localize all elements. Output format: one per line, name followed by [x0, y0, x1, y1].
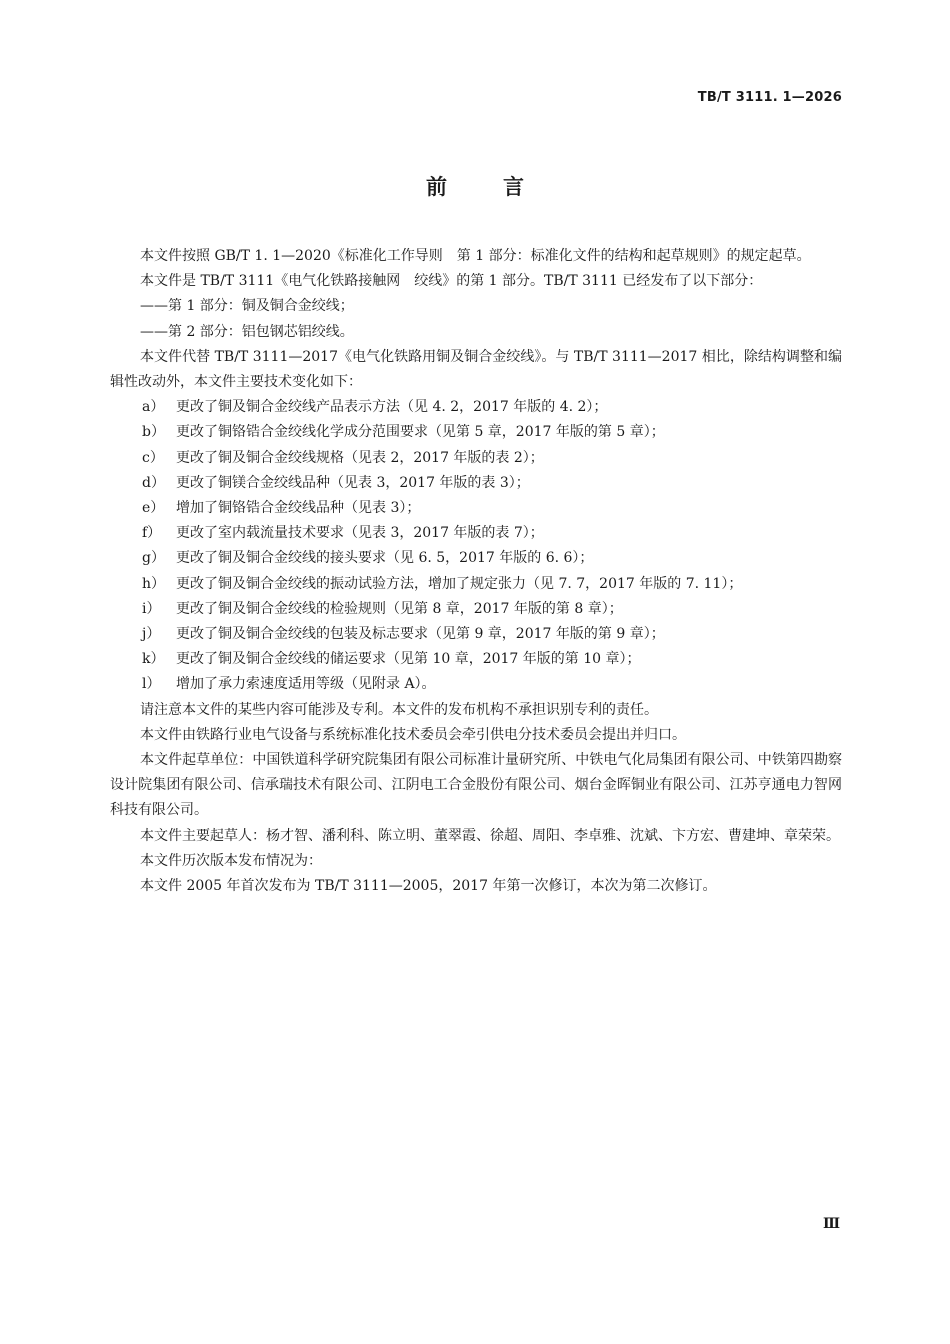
change-item-mark: j） — [142, 626, 161, 643]
change-item-text: 更改了铜及铜合金绞线的振动试验方法，增加了规定张力（见 7. 7，2017 年版的 7. 11）； — [176, 575, 743, 592]
change-item-text: 更改了铜及铜合金绞线的检验规则（见第 8 章，2017 年版的第 8 章）； — [176, 600, 623, 617]
paragraph-patent-notice: 请注意本文件的某些内容可能涉及专利。本文件的发布机构不承担识别专利的责任。 — [140, 701, 658, 718]
change-item-text: 更改了铜镁合金绞线品种（见表 3，2017 年版的表 3）； — [176, 474, 530, 491]
change-item-text: 更改了室内载流量技术要求（见表 3，2017 年版的表 7）； — [176, 525, 544, 542]
change-item-mark: a） — [142, 399, 165, 416]
change-item — [110, 597, 842, 622]
change-item — [110, 572, 842, 597]
change-item-mark: h） — [142, 575, 166, 592]
change-item — [110, 496, 842, 521]
change-item — [110, 622, 842, 647]
change-item-mark: l） — [142, 676, 161, 693]
paragraph-replacement: 本文件代替 TB/T 3111—2017《电气化铁路用铜及铜合金绞线》。与 TB/T 3111—2017 相比，除结构调整和编辑性改动外，本文件主要技术变化如下： — [110, 348, 842, 391]
change-item-mark: c） — [142, 449, 164, 466]
paragraph-drafters: 本文件主要起草人：杨才智、潘利科、陈立明、董翠霞、徐超、周阳、李卓雅、沈斌、卞方宏、曹建坤、章荣荣。 — [140, 827, 840, 844]
change-item-text: 更改了铜铬锆合金绞线化学成分范围要求（见第 5 章，2017 年版的第 5 章）； — [176, 424, 665, 441]
change-item-mark: g） — [142, 550, 165, 567]
change-item-text: 更改了铜及铜合金绞线的包装及标志要求（见第 9 章，2017 年版的第 9 章）； — [176, 626, 665, 643]
change-item — [110, 521, 842, 546]
change-item-mark: f） — [142, 525, 162, 542]
paragraph-drafting-rules: 本文件按照 GB/T 1. 1—2020《标准化工作导则 第 1 部分：标准化文件的结构和起草规则》的规定起草。 — [140, 248, 811, 264]
change-item-mark: b） — [142, 424, 165, 441]
change-item — [110, 420, 842, 445]
part-item-2: ——第 2 部分：铝包钢芯铝绞线。 — [140, 323, 354, 340]
paragraph-proposer: 本文件由铁路行业电气设备与系统标准化技术委员会牵引供电分技术委员会提出并归口。 — [140, 726, 686, 743]
change-item-text: 更改了铜及铜合金绞线的储运要求（见第 10 章，2017 年版的第 10 章）； — [176, 651, 641, 668]
change-item-mark: d） — [142, 474, 165, 491]
change-item — [110, 546, 842, 571]
part-item-1: ——第 1 部分：铜及铜合金绞线； — [140, 298, 354, 315]
document-code: TB/T 3111. 1—2026 — [697, 90, 842, 105]
change-item-text: 更改了铜及铜合金绞线产品表示方法（见 4. 2，2017 年版的 4. 2）； — [176, 399, 608, 416]
change-item-text: 更改了铜及铜合金绞线规格（见表 2，2017 年版的表 2）； — [176, 449, 544, 466]
change-item-mark: k） — [142, 651, 165, 668]
change-item-mark: i） — [142, 600, 161, 617]
change-item-text: 增加了铜铬锆合金绞线品种（见表 3）； — [176, 500, 421, 517]
change-item — [110, 672, 842, 697]
change-item — [110, 395, 842, 420]
change-item-text: 增加了承力索速度适用等级（见附录 A）。 — [176, 676, 436, 693]
paragraph-history: 本文件 2005 年首次发布为 TB/T 3111—2005，2017 年第一次修订，本次为第二次修订。 — [140, 878, 717, 895]
paragraph-series-intro: 本文件是 TB/T 3111《电气化铁路接触网 绞线》的第 1 部分。TB/T 3111 已经发布了以下部分： — [140, 273, 763, 290]
paragraph-drafting-units: 本文件起草单位：中国铁道科学研究院集团有限公司标准计量研究所、中铁电气化局集团有限公司、中铁第四勘察设计院集团有限公司、信承瑞技术有限公司、江阴电工合金股份有限公司、烟台金晖铜业有限公司、江苏亨通电力智网科技有限公司。 — [110, 752, 842, 819]
page-title: 前言 — [426, 175, 580, 199]
change-item — [110, 471, 842, 496]
paragraph-history-intro: 本文件历次版本发布情况为： — [140, 852, 322, 869]
page-number: Ⅲ — [822, 1216, 840, 1232]
change-item-mark: e） — [142, 500, 165, 517]
foreword-body — [110, 244, 842, 899]
change-item — [110, 647, 842, 672]
change-item — [110, 446, 842, 471]
change-item-text: 更改了铜及铜合金绞线的接头要求（见 6. 5，2017 年版的 6. 6）； — [176, 550, 594, 567]
